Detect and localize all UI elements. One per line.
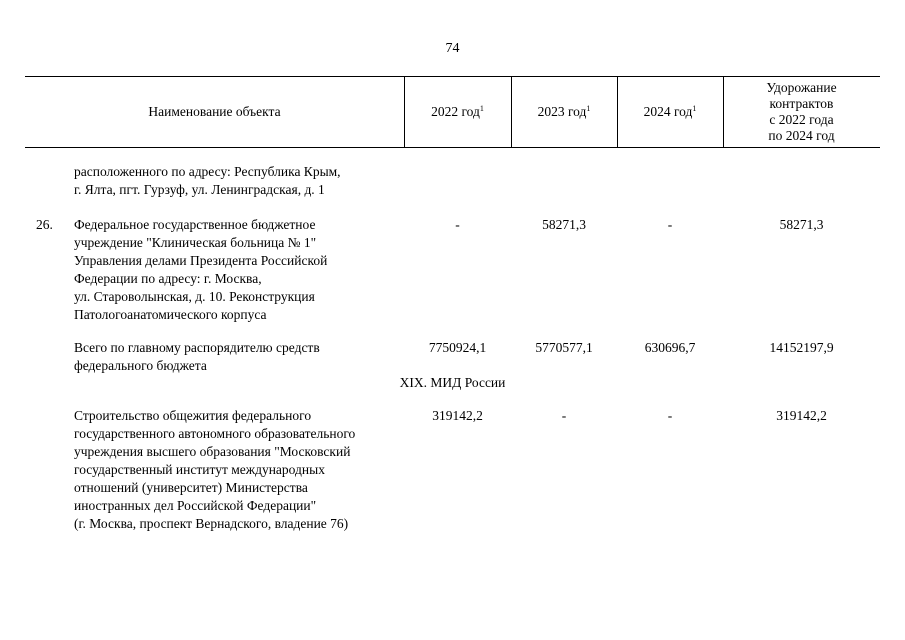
text-line: Федеральное государственное бюджетное bbox=[74, 217, 316, 232]
header-2023 bbox=[511, 104, 617, 120]
header-name-column bbox=[25, 104, 404, 120]
text-line: Управления делами Президента Российской bbox=[74, 253, 328, 268]
header-cost-increase-line: контрактов bbox=[769, 96, 834, 111]
text-line: федерального бюджета bbox=[74, 358, 207, 373]
text-line: Патологоанатомического корпуса bbox=[74, 307, 267, 322]
total-value-2023: 5770577,1 bbox=[535, 340, 593, 355]
mid-value-2022: 319142,2 bbox=[432, 408, 483, 423]
text-line: учреждения высшего образования "Московский bbox=[74, 444, 351, 459]
section-title: XIX. МИД России bbox=[399, 375, 506, 390]
header-2023-footnote: 1 bbox=[586, 104, 591, 113]
text-line: Федерации по адресу: г. Москва, bbox=[74, 271, 262, 286]
header-2022 bbox=[404, 104, 511, 120]
continuation-object-name bbox=[74, 163, 404, 199]
text-line: Всего по главному распорядителю средств bbox=[74, 340, 320, 355]
row-26-object-name bbox=[74, 216, 404, 324]
table-top-rule bbox=[25, 76, 880, 77]
text-line: Строительство общежития федерального bbox=[74, 408, 312, 423]
header-cost-increase-line: Удорожание bbox=[766, 80, 837, 95]
row-26-value-2022: - bbox=[455, 217, 460, 232]
text-line: ул. Староволынская, д. 10. Реконструкция bbox=[74, 289, 315, 304]
header-2023-label: 2023 год bbox=[537, 104, 587, 119]
header-cost-increase-line: с 2022 года bbox=[769, 112, 834, 127]
text-line: государственного автономного образовательного bbox=[74, 426, 356, 441]
text-line: г. Ялта, пгт. Гурзуф, ул. Ленинградская, д. 1 bbox=[74, 182, 325, 197]
row-26-value-increase: 58271,3 bbox=[779, 217, 824, 232]
text-line: учреждение "Клиническая больница № 1" bbox=[74, 235, 317, 250]
mid-object-name bbox=[74, 407, 404, 533]
text-line: отношений (университет) Министерства bbox=[74, 480, 308, 495]
header-2024 bbox=[617, 104, 723, 120]
total-value-2022: 7750924,1 bbox=[428, 340, 487, 355]
mid-value-2023: - bbox=[561, 408, 567, 423]
header-2024-footnote: 1 bbox=[692, 104, 697, 113]
total-value-increase: 14152197,9 bbox=[769, 340, 834, 355]
header-name-label: Наименование объекта bbox=[148, 104, 281, 119]
header-2024-label: 2024 год bbox=[643, 104, 693, 119]
page-number: 74 bbox=[445, 41, 460, 56]
mid-value-2024: - bbox=[667, 408, 673, 423]
header-cost-increase-line: по 2024 год bbox=[768, 128, 835, 143]
text-line: иностранных дел Российской Федерации" bbox=[74, 498, 317, 513]
text-line: расположенного по адресу: Республика Крым, bbox=[74, 164, 341, 179]
mid-value-increase: 319142,2 bbox=[776, 408, 827, 423]
total-label bbox=[74, 339, 404, 375]
header-2022-footnote: 1 bbox=[479, 104, 484, 113]
header-cost-increase bbox=[723, 80, 880, 144]
total-value-2024: 630696,7 bbox=[644, 340, 696, 355]
row-26-value-2024: - bbox=[667, 217, 673, 232]
text-line: государственный институт международных bbox=[74, 462, 325, 477]
text-line: (г. Москва, проспект Вернадского, владение 76) bbox=[74, 516, 349, 531]
table-header-bottom-rule bbox=[25, 147, 880, 148]
row-26-number: 26. bbox=[36, 217, 53, 232]
header-2022-label: 2022 год bbox=[431, 104, 480, 119]
row-26-value-2023: 58271,3 bbox=[542, 217, 586, 232]
